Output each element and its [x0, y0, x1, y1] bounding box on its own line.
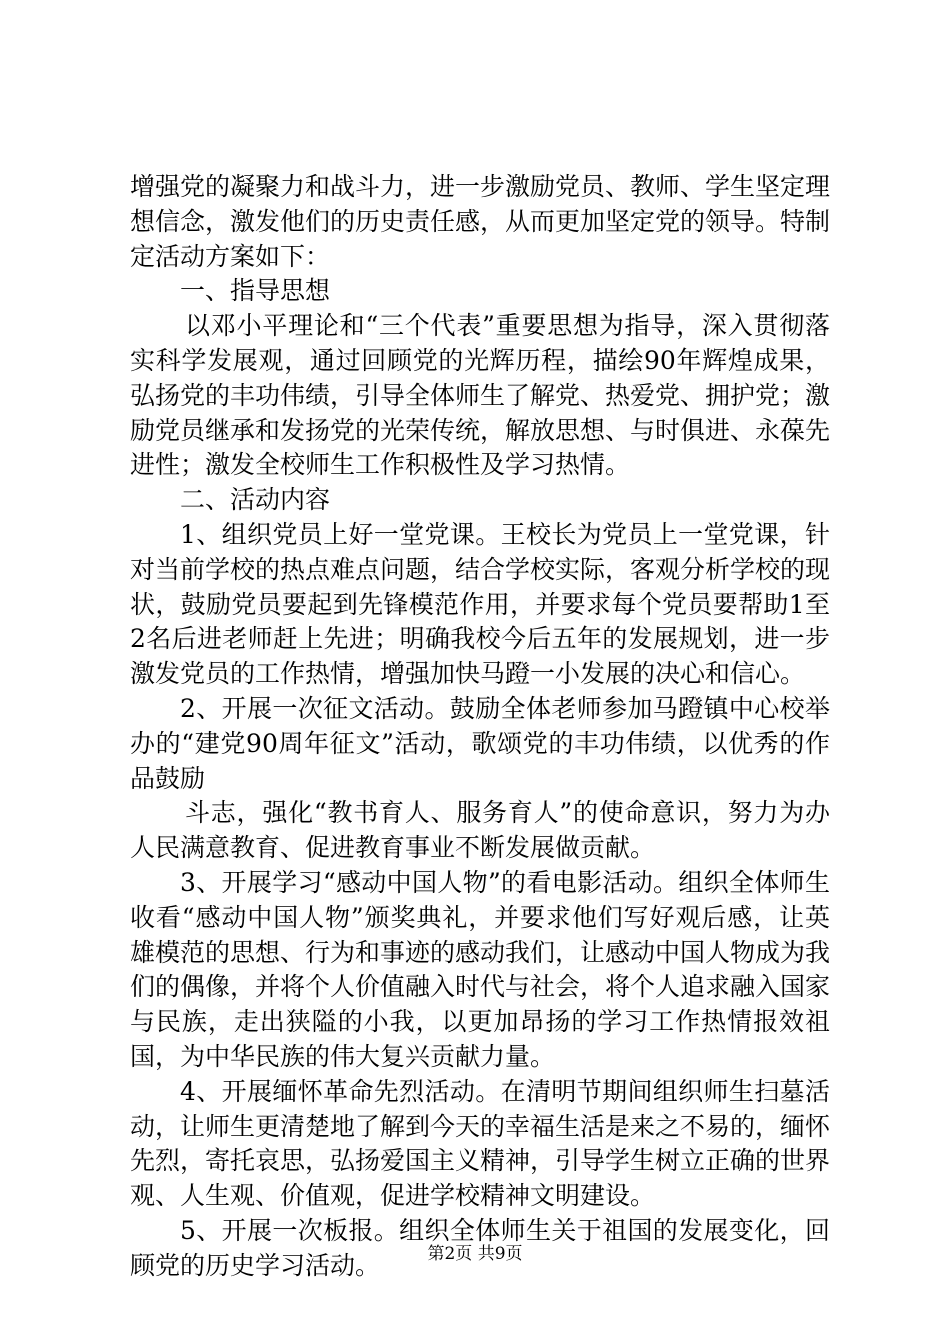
activity-item-5: 5、开展一次板报。组织全体师生关于祖国的发展变化，回顾党的历史学习活动。: [130, 1215, 830, 1280]
activity-item-3: 3、开展学习“感动中国人物”的看电影活动。组织全体师生收看“感动中国人物”颁奖典礼，并要求他们写好观后感，让英雄模范的思想、行为和事迹的感动我们，让感动中国人物成为我们的偶像，并将个人价值融入时代与社会，将个人追求融入国家与民族，走出狭隘的小我，以更加昂扬的学习工作热情报效祖国，为中华民族的伟大复兴贡献力量。: [130, 867, 831, 1071]
intro-paragraph: 增强党的凝聚力和战斗力，进一步激励党员、教师、学生坚定理想信念，激发他们的历史责任感，从而更加坚定党的领导。特制定活动方案如下：: [130, 172, 831, 271]
activity-item-4: 4、开展缅怀革命先烈活动。在清明节期间组织师生扫墓活动，让师生更清楚地了解到今天的幸福生活是来之不易的，缅怀先烈，寄托哀思，弘扬爱国主义精神，引导学生树立正确的世界观、人生观、价值观，促进学校精神文明建设。: [130, 1076, 831, 1211]
guiding-thought-paragraph: 以邓小平理论和“三个代表”重要思想为指导，深入贯彻落实科学发展观，通过回顾党的光辉历程，描绘90年辉煌成果，弘扬党的丰功伟绩，引导全体师生了解党、热爱党、拥护党；激励党员继承和发扬党的光荣传统，解放思想、与时俱进、永葆先进性；激发全校师生工作积极性及学习热情。: [130, 311, 831, 480]
section-heading-activity-content: 二、活动内容: [180, 485, 331, 515]
document-body: [130, 170, 830, 1284]
activity-item-2-continued: 斗志，强化“教书育人、服务育人”的使命意识，努力为办人民满意教育、促进教育事业不断发展做贡献。: [130, 798, 830, 863]
section-heading-guiding-thought: 一、指导思想: [180, 276, 331, 306]
activity-item-1: 1、组织党员上好一堂党课。王校长为党员上一堂党课，针对当前学校的热点难点问题，结合学校实际，客观分析学校的现状，鼓励党员要起到先锋模范作用，并要求每个党员要帮助1至2名后进老师赶上先进；明确我校今后五年的发展规划，进一步激发党员的工作热情，增强加快马蹬一小发展的决心和信心。: [130, 519, 831, 689]
activity-item-2: 2、开展一次征文活动。鼓励全体老师参加马蹬镇中心校举办的“建党90周年征文”活动，歌颂党的丰功伟绩，以优秀的作品鼓励: [130, 693, 830, 793]
page-number-footer: 第2页 共9页: [427, 1244, 523, 1264]
